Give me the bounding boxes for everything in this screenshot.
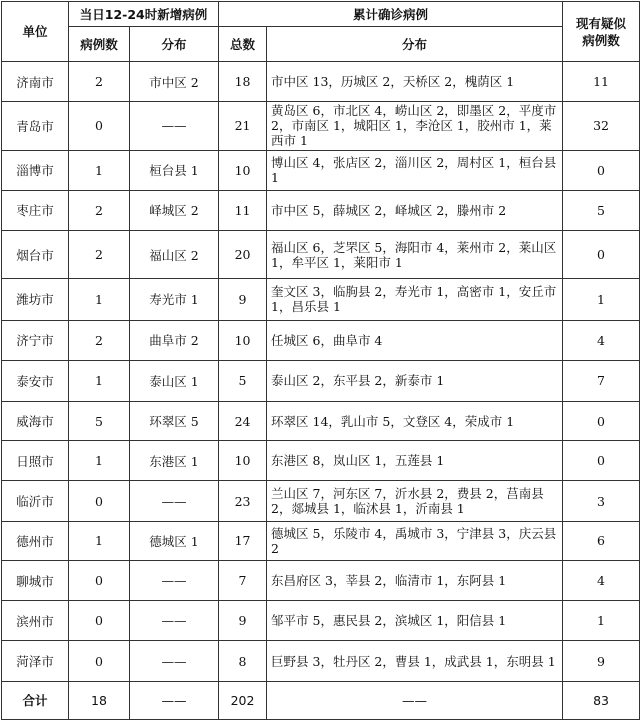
suspected-cell: 0 (563, 402, 640, 441)
suspected-cell: 3 (563, 481, 640, 521)
new-distribution-cell: 福山区 2 (130, 230, 219, 278)
unit-cell: 青岛市 (2, 102, 69, 150)
total-unit-cell: 合计 (2, 681, 69, 719)
table-row (2, 601, 640, 641)
cum-total-cell: 18 (219, 62, 267, 102)
new-distribution-cell: 曲阜市 2 (130, 320, 219, 360)
unit-cell: 临沂市 (2, 481, 69, 521)
unit-cell: 潍坊市 (2, 279, 69, 320)
new-distribution-cell: 寿光市 1 (130, 279, 219, 320)
cum-distribution-cell: 黄岛区 6，市北区 4，崂山区 2，即墨区 2，平度市 2，市南区 1，城阳区 1，李沧区 1，胶州市 1，莱西市 1 (267, 102, 563, 150)
header-new-distribution: 分布 (130, 27, 219, 62)
cum-distribution-cell: 环翠区 14，乳山市 5，文登区 4，荣成市 1 (267, 402, 563, 441)
table-row (2, 230, 640, 278)
total-cum-distribution-cell: —— (267, 681, 563, 719)
cum-total-cell: 9 (219, 601, 267, 641)
cum-total-cell: 11 (219, 190, 267, 230)
new-count-cell: 1 (69, 150, 130, 190)
new-distribution-cell: 德城区 1 (130, 521, 219, 560)
header-cum-distribution: 分布 (267, 27, 563, 62)
suspected-cell: 4 (563, 320, 640, 360)
unit-cell: 烟台市 (2, 230, 69, 278)
cum-total-cell: 8 (219, 641, 267, 681)
unit-cell: 泰安市 (2, 360, 69, 401)
cum-total-cell: 10 (219, 320, 267, 360)
new-distribution-cell: 桓台县 1 (130, 150, 219, 190)
cum-distribution-cell: 市中区 13，历城区 2，天桥区 2，槐荫区 1 (267, 62, 563, 102)
header-cum-total: 总数 (219, 27, 267, 62)
cum-distribution-cell: 市中区 5，薛城区 2，峄城区 2，滕州市 2 (267, 190, 563, 230)
new-count-cell: 2 (69, 320, 130, 360)
total-new-count-cell: 18 (69, 681, 130, 719)
new-distribution-cell: —— (130, 481, 219, 521)
new-count-cell: 2 (69, 62, 130, 102)
suspected-cell: 11 (563, 62, 640, 102)
table-row (2, 190, 640, 230)
new-count-cell: 5 (69, 402, 130, 441)
new-count-cell: 2 (69, 190, 130, 230)
cum-distribution-cell: 兰山区 7，河东区 7，沂水县 2，费县 2，莒南县 2，郯城县 1，临沭县 1，沂南县 1 (267, 481, 563, 521)
unit-cell: 济南市 (2, 62, 69, 102)
cum-total-cell: 10 (219, 150, 267, 190)
cum-total-cell: 24 (219, 402, 267, 441)
total-suspected-cell: 83 (563, 681, 640, 719)
new-count-cell: 1 (69, 360, 130, 401)
unit-cell: 菏泽市 (2, 641, 69, 681)
cum-distribution-cell: 邹平市 5，惠民县 2，滨城区 1，阳信县 1 (267, 601, 563, 641)
new-count-cell: 1 (69, 279, 130, 320)
total-new-distribution-cell: —— (130, 681, 219, 719)
cum-distribution-cell: 东港区 8，岚山区 1，五莲县 1 (267, 441, 563, 481)
new-count-cell: 1 (69, 521, 130, 560)
unit-cell: 德州市 (2, 521, 69, 560)
unit-cell: 聊城市 (2, 560, 69, 600)
table-row (2, 481, 640, 521)
unit-cell: 济宁市 (2, 320, 69, 360)
new-count-cell: 0 (69, 481, 130, 521)
suspected-cell: 5 (563, 190, 640, 230)
new-distribution-cell: 环翠区 5 (130, 402, 219, 441)
header-cumulative: 累计确诊病例 (219, 2, 563, 27)
new-count-cell: 0 (69, 102, 130, 150)
new-count-cell: 1 (69, 441, 130, 481)
unit-cell: 威海市 (2, 402, 69, 441)
new-distribution-cell: 东港区 1 (130, 441, 219, 481)
new-count-cell: 2 (69, 230, 130, 278)
new-distribution-cell: —— (130, 102, 219, 150)
suspected-cell: 0 (563, 441, 640, 481)
table-row (2, 279, 640, 320)
unit-cell: 枣庄市 (2, 190, 69, 230)
new-distribution-cell: 市中区 2 (130, 62, 219, 102)
cum-total-cell: 23 (219, 481, 267, 521)
new-distribution-cell: 峄城区 2 (130, 190, 219, 230)
header-suspected-text: 现有疑似病例数 (576, 15, 627, 48)
new-distribution-cell: 泰山区 1 (130, 360, 219, 401)
cum-distribution-cell: 福山区 6，芝罘区 5，海阳市 4，莱州市 2，莱山区 1，牟平区 1，莱阳市 1 (267, 230, 563, 278)
cum-total-cell: 20 (219, 230, 267, 278)
suspected-cell: 9 (563, 641, 640, 681)
cum-distribution-cell: 巨野县 3，牡丹区 2，曹县 1，成武县 1，东明县 1 (267, 641, 563, 681)
total-row (2, 681, 640, 719)
table-row (2, 62, 640, 102)
cases-table (1, 1, 640, 720)
suspected-cell: 4 (563, 560, 640, 600)
cum-distribution-cell: 奎文区 3，临朐县 2，寿光市 1，高密市 1，安丘市 1，昌乐县 1 (267, 279, 563, 320)
table-row (2, 150, 640, 190)
header-new-cases: 当日12-24时新增病例 (69, 2, 219, 27)
new-distribution-cell: —— (130, 601, 219, 641)
table-row (2, 641, 640, 681)
table-row (2, 102, 640, 150)
table-row (2, 441, 640, 481)
cum-total-cell: 7 (219, 560, 267, 600)
table-row (2, 402, 640, 441)
unit-cell: 淄博市 (2, 150, 69, 190)
cum-total-cell: 5 (219, 360, 267, 401)
new-count-cell: 0 (69, 601, 130, 641)
table-row (2, 560, 640, 600)
cum-distribution-cell: 任城区 6，曲阜市 4 (267, 320, 563, 360)
suspected-cell: 0 (563, 230, 640, 278)
cum-distribution-cell: 博山区 4，张店区 2，淄川区 2，周村区 1，桓台县 1 (267, 150, 563, 190)
cum-distribution-cell: 东昌府区 3，莘县 2，临清市 1，东阿县 1 (267, 560, 563, 600)
total-cum-total-cell: 202 (219, 681, 267, 719)
table-row (2, 320, 640, 360)
header-suspected (563, 2, 640, 62)
suspected-cell: 6 (563, 521, 640, 560)
suspected-cell: 1 (563, 279, 640, 320)
unit-cell: 滨州市 (2, 601, 69, 641)
new-distribution-cell: —— (130, 641, 219, 681)
suspected-cell: 7 (563, 360, 640, 401)
table-row (2, 521, 640, 560)
suspected-cell: 0 (563, 150, 640, 190)
cum-distribution-cell: 泰山区 2，东平县 2，新泰市 1 (267, 360, 563, 401)
header-unit: 单位 (2, 2, 69, 62)
cum-distribution-cell: 德城区 5，乐陵市 4，禹城市 3，宁津县 3，庆云县 2 (267, 521, 563, 560)
new-count-cell: 0 (69, 641, 130, 681)
cum-total-cell: 17 (219, 521, 267, 560)
unit-cell: 日照市 (2, 441, 69, 481)
cum-total-cell: 21 (219, 102, 267, 150)
cum-total-cell: 9 (219, 279, 267, 320)
header-new-count: 病例数 (69, 27, 130, 62)
new-count-cell: 0 (69, 560, 130, 600)
table-row (2, 360, 640, 401)
new-distribution-cell: —— (130, 560, 219, 600)
suspected-cell: 32 (563, 102, 640, 150)
cum-total-cell: 10 (219, 441, 267, 481)
suspected-cell: 1 (563, 601, 640, 641)
